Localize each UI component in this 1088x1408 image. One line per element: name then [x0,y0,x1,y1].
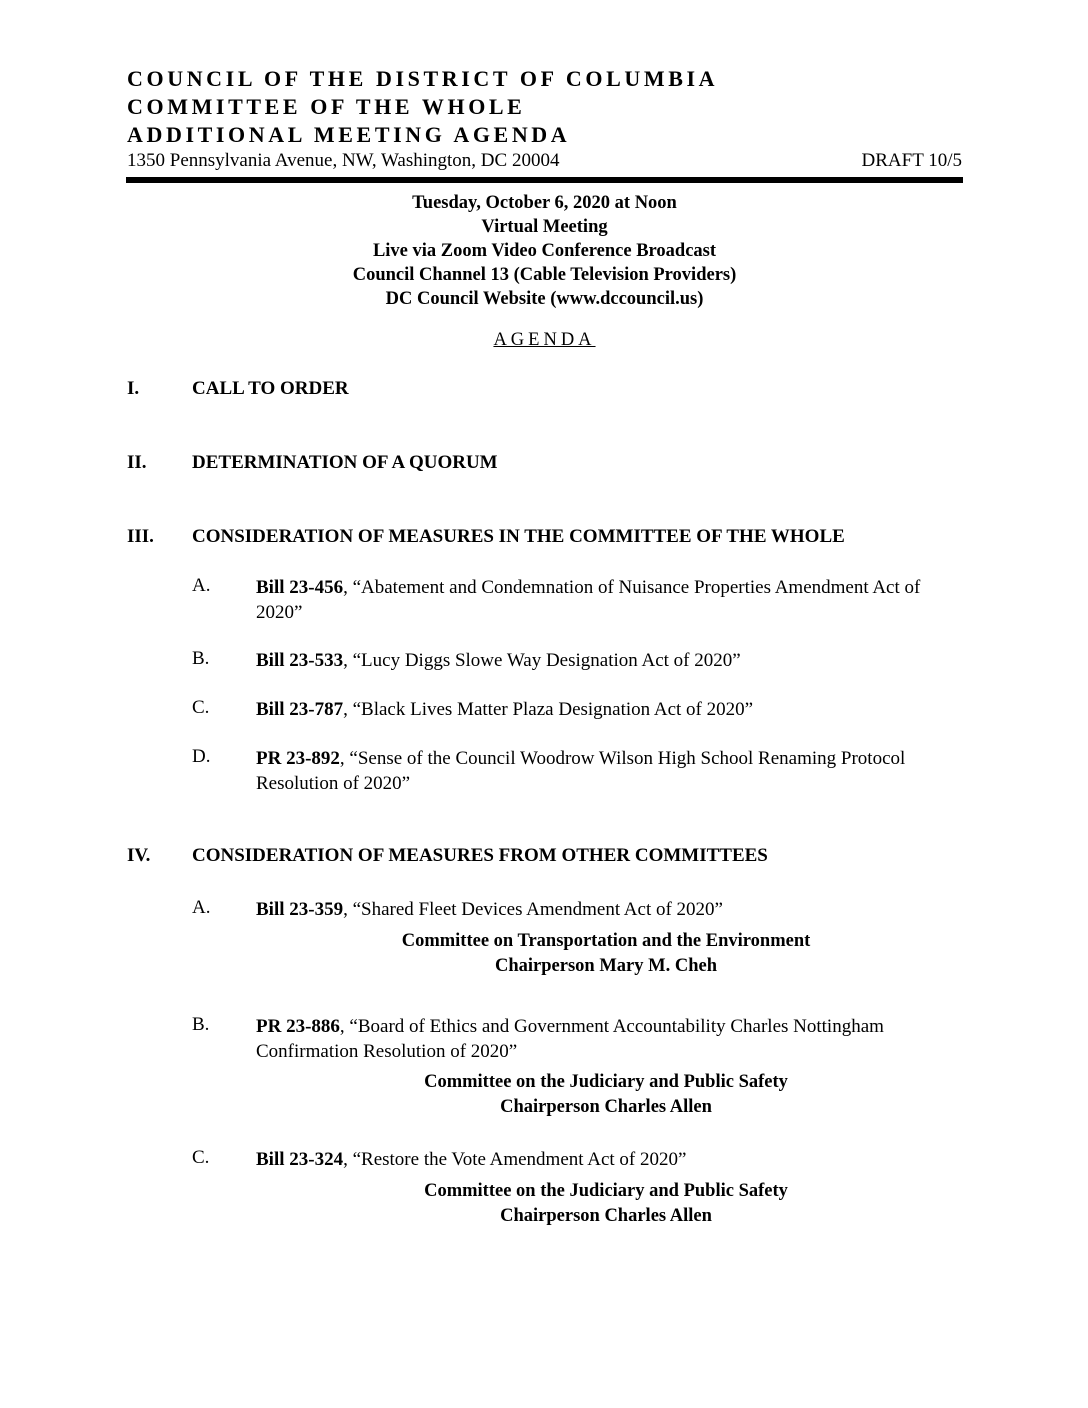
item-letter: B. [192,648,210,669]
agenda-type-heading: ADDITIONAL MEETING AGENDA [127,122,571,147]
bill-number: Bill 23-533 [256,650,344,671]
council-name-heading: COUNCIL OF THE DISTRICT OF COLUMBIA [127,66,719,91]
meeting-info [126,191,963,311]
section-number: III. [127,526,154,547]
agenda-item-pr-23-892 [256,746,956,796]
item-letter: A. [192,897,211,918]
section-title-committee-of-whole-measures: CONSIDERATION OF MEASURES IN THE COMMITTEE OF THE WHOLE [192,526,845,547]
section-number: IV. [127,845,151,866]
committee-referral [256,1070,956,1120]
meeting-broadcast: Live via Zoom Video Conference Broadcast [372,241,717,261]
meeting-website: DC Council Website (www.dccouncil.us) [385,289,704,309]
committee-name: Committee on the Judiciary and Public Safety [424,1181,788,1201]
committee-chair: Chairperson Mary M. Cheh [495,956,717,976]
committee-referral [256,1179,956,1229]
draft-label: DRAFT 10/5 [861,150,962,171]
bill-number: Bill 23-787 [256,699,344,720]
item-letter: C. [192,697,210,718]
meeting-format: Virtual Meeting [481,217,608,237]
bill-number: Bill 23-359 [256,899,344,920]
item-letter: A. [192,575,211,596]
bill-title: , “Shared Fleet Devices Amendment Act of 2020” [343,899,723,920]
committee-name: Committee on the Judiciary and Public Safety [424,1072,788,1092]
bill-number: PR 23-886 [256,1016,340,1037]
committee-name-heading: COMMITTEE OF THE WHOLE [127,94,526,119]
agenda-item-pr-23-886 [256,1014,956,1064]
item-letter: B. [192,1014,210,1035]
council-address: 1350 Pennsylvania Avenue, NW, Washington, DC 20004 [127,150,560,171]
bill-number: Bill 23-456 [256,577,344,598]
bill-title: , “Restore the Vote Amendment Act of 2020” [343,1149,687,1170]
bill-title: , “Board of Ethics and Government Accountability Charles Nottingham Confirmation Resolution of 2020” [256,1016,884,1062]
section-title-call-to-order: CALL TO ORDER [192,378,349,399]
item-letter: C. [192,1147,210,1168]
section-number: I. [127,378,140,399]
bill-title: , “Abatement and Condemnation of Nuisance Properties Amendment Act of 2020” [256,577,921,623]
agenda-item-bill-23-787 [256,697,956,722]
section-title-other-committees-measures: CONSIDERATION OF MEASURES FROM OTHER COMMITTEES [192,845,768,866]
section-number: II. [127,452,147,473]
item-letter: D. [192,746,211,767]
agenda-title: AGENDA [493,330,596,350]
bill-number: PR 23-892 [256,748,340,769]
committee-chair: Chairperson Charles Allen [500,1206,712,1226]
bill-title: , “Lucy Diggs Slowe Way Designation Act of 2020” [343,650,741,671]
section-title-quorum: DETERMINATION OF A QUORUM [192,452,498,473]
bill-title: , “Black Lives Matter Plaza Designation Act of 2020” [343,699,754,720]
bill-title: , “Sense of the Council Woodrow Wilson High School Renaming Protocol Resolution of 2020” [256,748,906,794]
header-divider [126,177,963,183]
bill-number: Bill 23-324 [256,1149,344,1170]
committee-referral [256,929,956,979]
committee-chair: Chairperson Charles Allen [500,1097,712,1117]
agenda-item-bill-23-324 [256,1147,956,1172]
committee-name: Committee on Transportation and the Environment [401,931,811,951]
agenda-item-bill-23-456 [256,575,956,625]
meeting-channel: Council Channel 13 (Cable Television Providers) [352,265,737,285]
meeting-date-time: Tuesday, October 6, 2020 at Noon [412,193,677,213]
agenda-item-bill-23-359 [256,897,956,922]
agenda-item-bill-23-533 [256,648,956,673]
